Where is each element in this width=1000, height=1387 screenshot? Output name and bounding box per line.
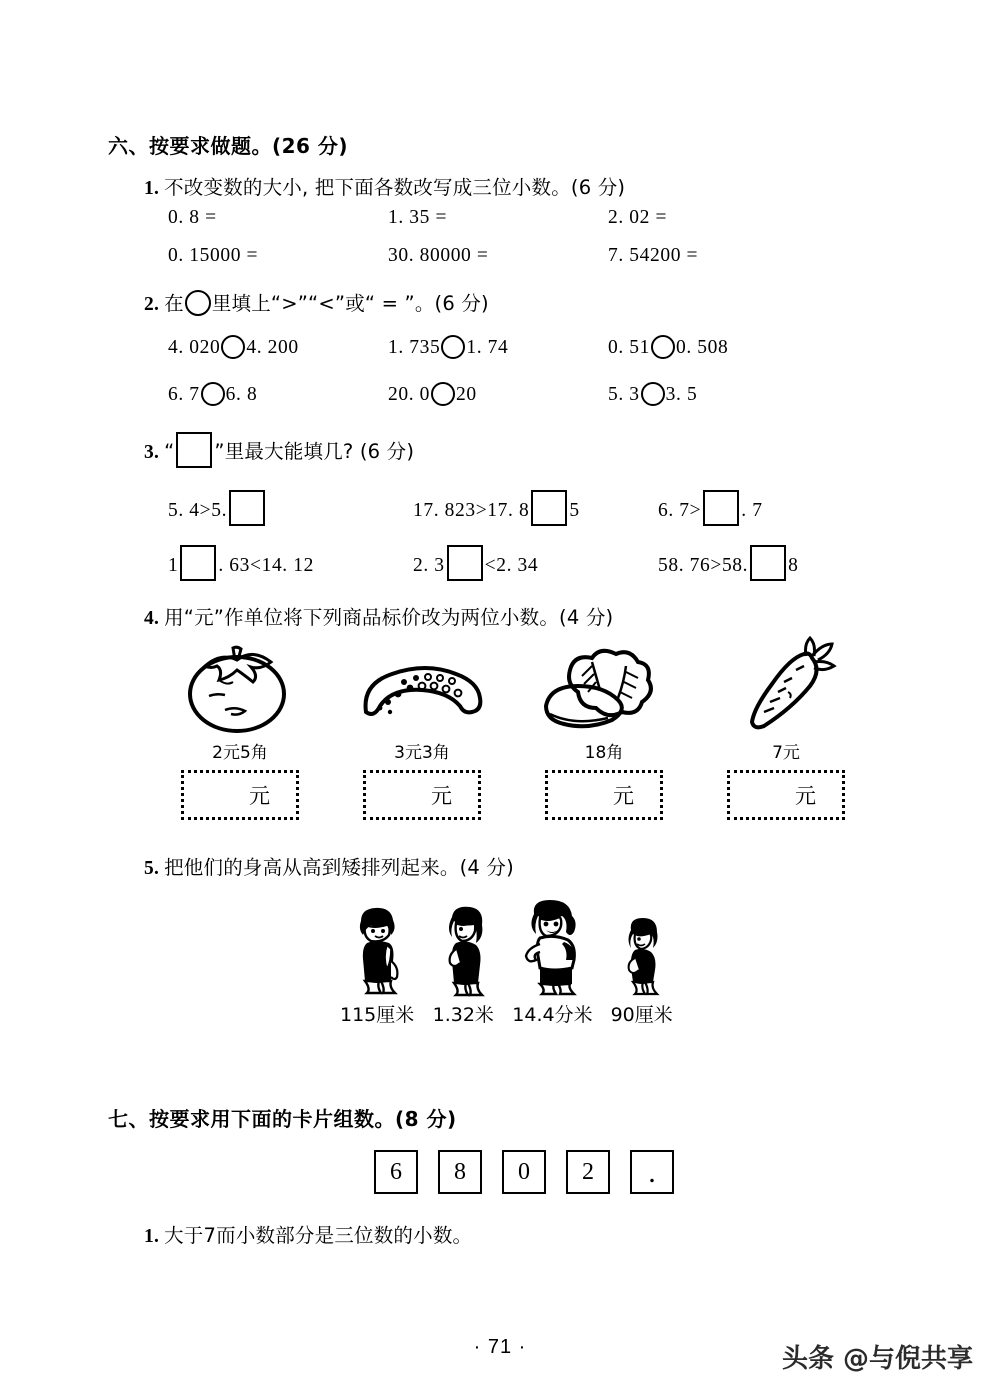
q2-row-1 — [168, 335, 828, 359]
circle-blank-icon[interactable] — [431, 382, 455, 406]
square-blank-icon[interactable] — [229, 490, 265, 526]
q4-answer-box-cabbage[interactable] — [545, 770, 663, 820]
square-blank-icon[interactable] — [531, 490, 567, 526]
square-blank-icon[interactable] — [750, 545, 786, 581]
question-4-prompt — [144, 602, 613, 630]
q4-answer-unit: 元 — [613, 784, 634, 808]
q2-item[interactable] — [608, 382, 828, 406]
q2-item[interactable] — [168, 382, 388, 406]
q3-item[interactable] — [658, 490, 868, 526]
q2-left: 1. 735 — [388, 337, 441, 358]
q2-item[interactable] — [168, 335, 388, 359]
q3-item[interactable] — [168, 490, 413, 526]
q2-right: 3. 5 — [665, 384, 698, 405]
child-4-icon — [615, 910, 669, 998]
q2-item[interactable] — [608, 335, 828, 359]
decimal-point-card[interactable]: . — [630, 1150, 674, 1194]
circle-blank-icon — [185, 290, 211, 316]
q4-item-carrot — [706, 636, 866, 763]
circle-blank-icon[interactable] — [201, 382, 225, 406]
q3-right: 5 — [569, 500, 580, 521]
q3-item[interactable] — [168, 545, 413, 581]
q3-right: <2. 34 — [484, 555, 539, 576]
q5-height-label: 1.32米 — [432, 1004, 494, 1026]
q5-child-4 — [611, 910, 673, 1027]
q4-item-tomato — [160, 636, 320, 763]
number-card[interactable]: 2 — [566, 1150, 610, 1194]
section-seven-question-1-number: 1. — [144, 1226, 160, 1247]
q1-row-2 — [168, 245, 828, 267]
q4-answer-box-carrot[interactable] — [727, 770, 845, 820]
circle-blank-icon[interactable] — [651, 335, 675, 359]
question-1-prompt — [144, 172, 625, 200]
q2-right: 4. 200 — [246, 337, 299, 358]
q2-right: 0. 508 — [676, 337, 729, 358]
q3-right: . 63<14. 12 — [218, 555, 314, 576]
q1-item[interactable]: 1. 35 = — [388, 207, 448, 228]
q4-answer-box-cucumber[interactable] — [363, 770, 481, 820]
q3-left: 6. 7> — [658, 500, 702, 521]
circle-blank-icon[interactable] — [441, 335, 465, 359]
q3-left: 1 — [168, 555, 179, 576]
number-card[interactable]: 6 — [374, 1150, 418, 1194]
q3-right: . 7 — [741, 500, 763, 521]
question-4-text: 用“元”作单位将下列商品标价改为两位小数。(4 分) — [164, 606, 614, 629]
q4-answer-unit: 元 — [431, 784, 452, 808]
q5-height-label: 14.4分米 — [512, 1004, 593, 1026]
question-2-text-after: 里填上“>”“<”或“ = ”。(6 分) — [211, 292, 489, 315]
q3-right: 8 — [788, 555, 799, 576]
number-card[interactable]: 0 — [502, 1150, 546, 1194]
q3-left: 2. 3 — [413, 555, 445, 576]
q5-child-3 — [512, 898, 592, 1027]
q4-price-label: 7元 — [772, 743, 800, 763]
question-5-prompt — [144, 852, 514, 880]
section-heading-seven: 七、按要求用下面的卡片组数。(8 分) — [108, 1107, 457, 1131]
question-3-prompt — [144, 432, 414, 468]
carrot-icon — [726, 636, 846, 736]
q3-row-1 — [168, 490, 868, 526]
q5-child-1 — [340, 903, 414, 1027]
q4-answer-cell — [160, 770, 320, 820]
q2-left: 20. 0 — [388, 384, 430, 405]
q4-answer-cell — [342, 770, 502, 820]
q2-left: 6. 7 — [168, 384, 200, 405]
question-3-number: 3. — [144, 442, 160, 463]
question-3-text-before: “ — [164, 440, 175, 463]
square-blank-icon — [176, 432, 212, 468]
child-3-icon — [514, 898, 590, 998]
q4-price-label: 3元3角 — [394, 743, 450, 763]
square-blank-icon[interactable] — [703, 490, 739, 526]
q2-right: 20 — [456, 384, 477, 405]
question-2-text-before: 在 — [164, 292, 184, 315]
q4-answer-cell — [706, 770, 866, 820]
question-5-text: 把他们的身高从高到矮排列起来。(4 分) — [164, 856, 514, 879]
q4-item-cabbage — [524, 636, 684, 763]
q3-left: 5. 4>5. — [168, 500, 228, 521]
page-number: · 71 · — [473, 1336, 527, 1358]
q2-item[interactable] — [388, 335, 608, 359]
child-2-icon — [432, 903, 494, 998]
q4-price-label: 2元5角 — [212, 743, 268, 763]
section-seven-question-1-text: 大于7而小数部分是三位数的小数。 — [164, 1224, 473, 1247]
question-2-number: 2. — [144, 294, 160, 315]
q3-left: 58. 76>58. — [658, 555, 749, 576]
q4-answer-cell — [524, 770, 684, 820]
number-card-row — [374, 1150, 674, 1194]
q2-left: 5. 3 — [608, 384, 640, 405]
q4-item-row — [160, 636, 866, 763]
q5-height-label: 115厘米 — [340, 1004, 415, 1026]
q2-item[interactable] — [388, 382, 608, 406]
child-1-icon — [343, 903, 411, 998]
question-5-number: 5. — [144, 858, 160, 879]
q1-item[interactable]: 2. 02 = — [608, 207, 668, 228]
question-4-number: 4. — [144, 608, 160, 629]
q4-answer-box-tomato[interactable] — [181, 770, 299, 820]
q4-price-label: 18角 — [584, 743, 624, 763]
section-heading-six: 六、按要求做题。(26 分) — [108, 134, 349, 158]
q1-item[interactable]: 0. 15000 = — [168, 245, 259, 266]
section-seven-question-1 — [144, 1220, 472, 1248]
q4-answer-unit: 元 — [249, 784, 270, 808]
q2-left: 0. 51 — [608, 337, 650, 358]
circle-blank-icon[interactable] — [221, 335, 245, 359]
square-blank-icon[interactable] — [180, 545, 216, 581]
question-1-text: 不改变数的大小, 把下面各数改写成三位小数。(6 分) — [164, 176, 626, 199]
q2-row-2 — [168, 382, 828, 406]
watermark: 头条 @与倪共享 — [782, 1344, 974, 1374]
q5-child-2 — [432, 903, 494, 1027]
square-blank-icon[interactable] — [447, 545, 483, 581]
q5-height-label: 90厘米 — [610, 1004, 673, 1026]
tomato-icon — [175, 636, 305, 736]
cabbage-icon — [534, 636, 674, 736]
q5-children-row — [340, 898, 673, 1027]
q1-item[interactable]: 7. 54200 = — [608, 245, 699, 266]
q3-row-2 — [168, 545, 868, 581]
q1-item[interactable]: 0. 8 = — [168, 207, 217, 228]
cucumber-icon — [352, 636, 492, 736]
q2-right: 1. 74 — [466, 337, 509, 358]
q2-left: 4. 020 — [168, 337, 221, 358]
q1-row-1 — [168, 207, 828, 229]
q4-answer-unit: 元 — [795, 784, 816, 808]
q3-left: 17. 823>17. 8 — [413, 500, 530, 521]
question-2-prompt — [144, 288, 489, 316]
q4-item-cucumber — [342, 636, 502, 763]
q3-item[interactable] — [413, 490, 658, 526]
q1-item[interactable]: 30. 80000 = — [388, 245, 489, 266]
q2-right: 6. 8 — [225, 384, 258, 405]
q3-item[interactable] — [413, 545, 658, 581]
q3-item[interactable] — [658, 545, 868, 581]
circle-blank-icon[interactable] — [641, 382, 665, 406]
question-1-number: 1. — [144, 178, 160, 199]
question-3-text-after: ”里最大能填几? (6 分) — [214, 440, 415, 463]
q4-answer-row — [160, 770, 866, 820]
number-card[interactable]: 8 — [438, 1150, 482, 1194]
